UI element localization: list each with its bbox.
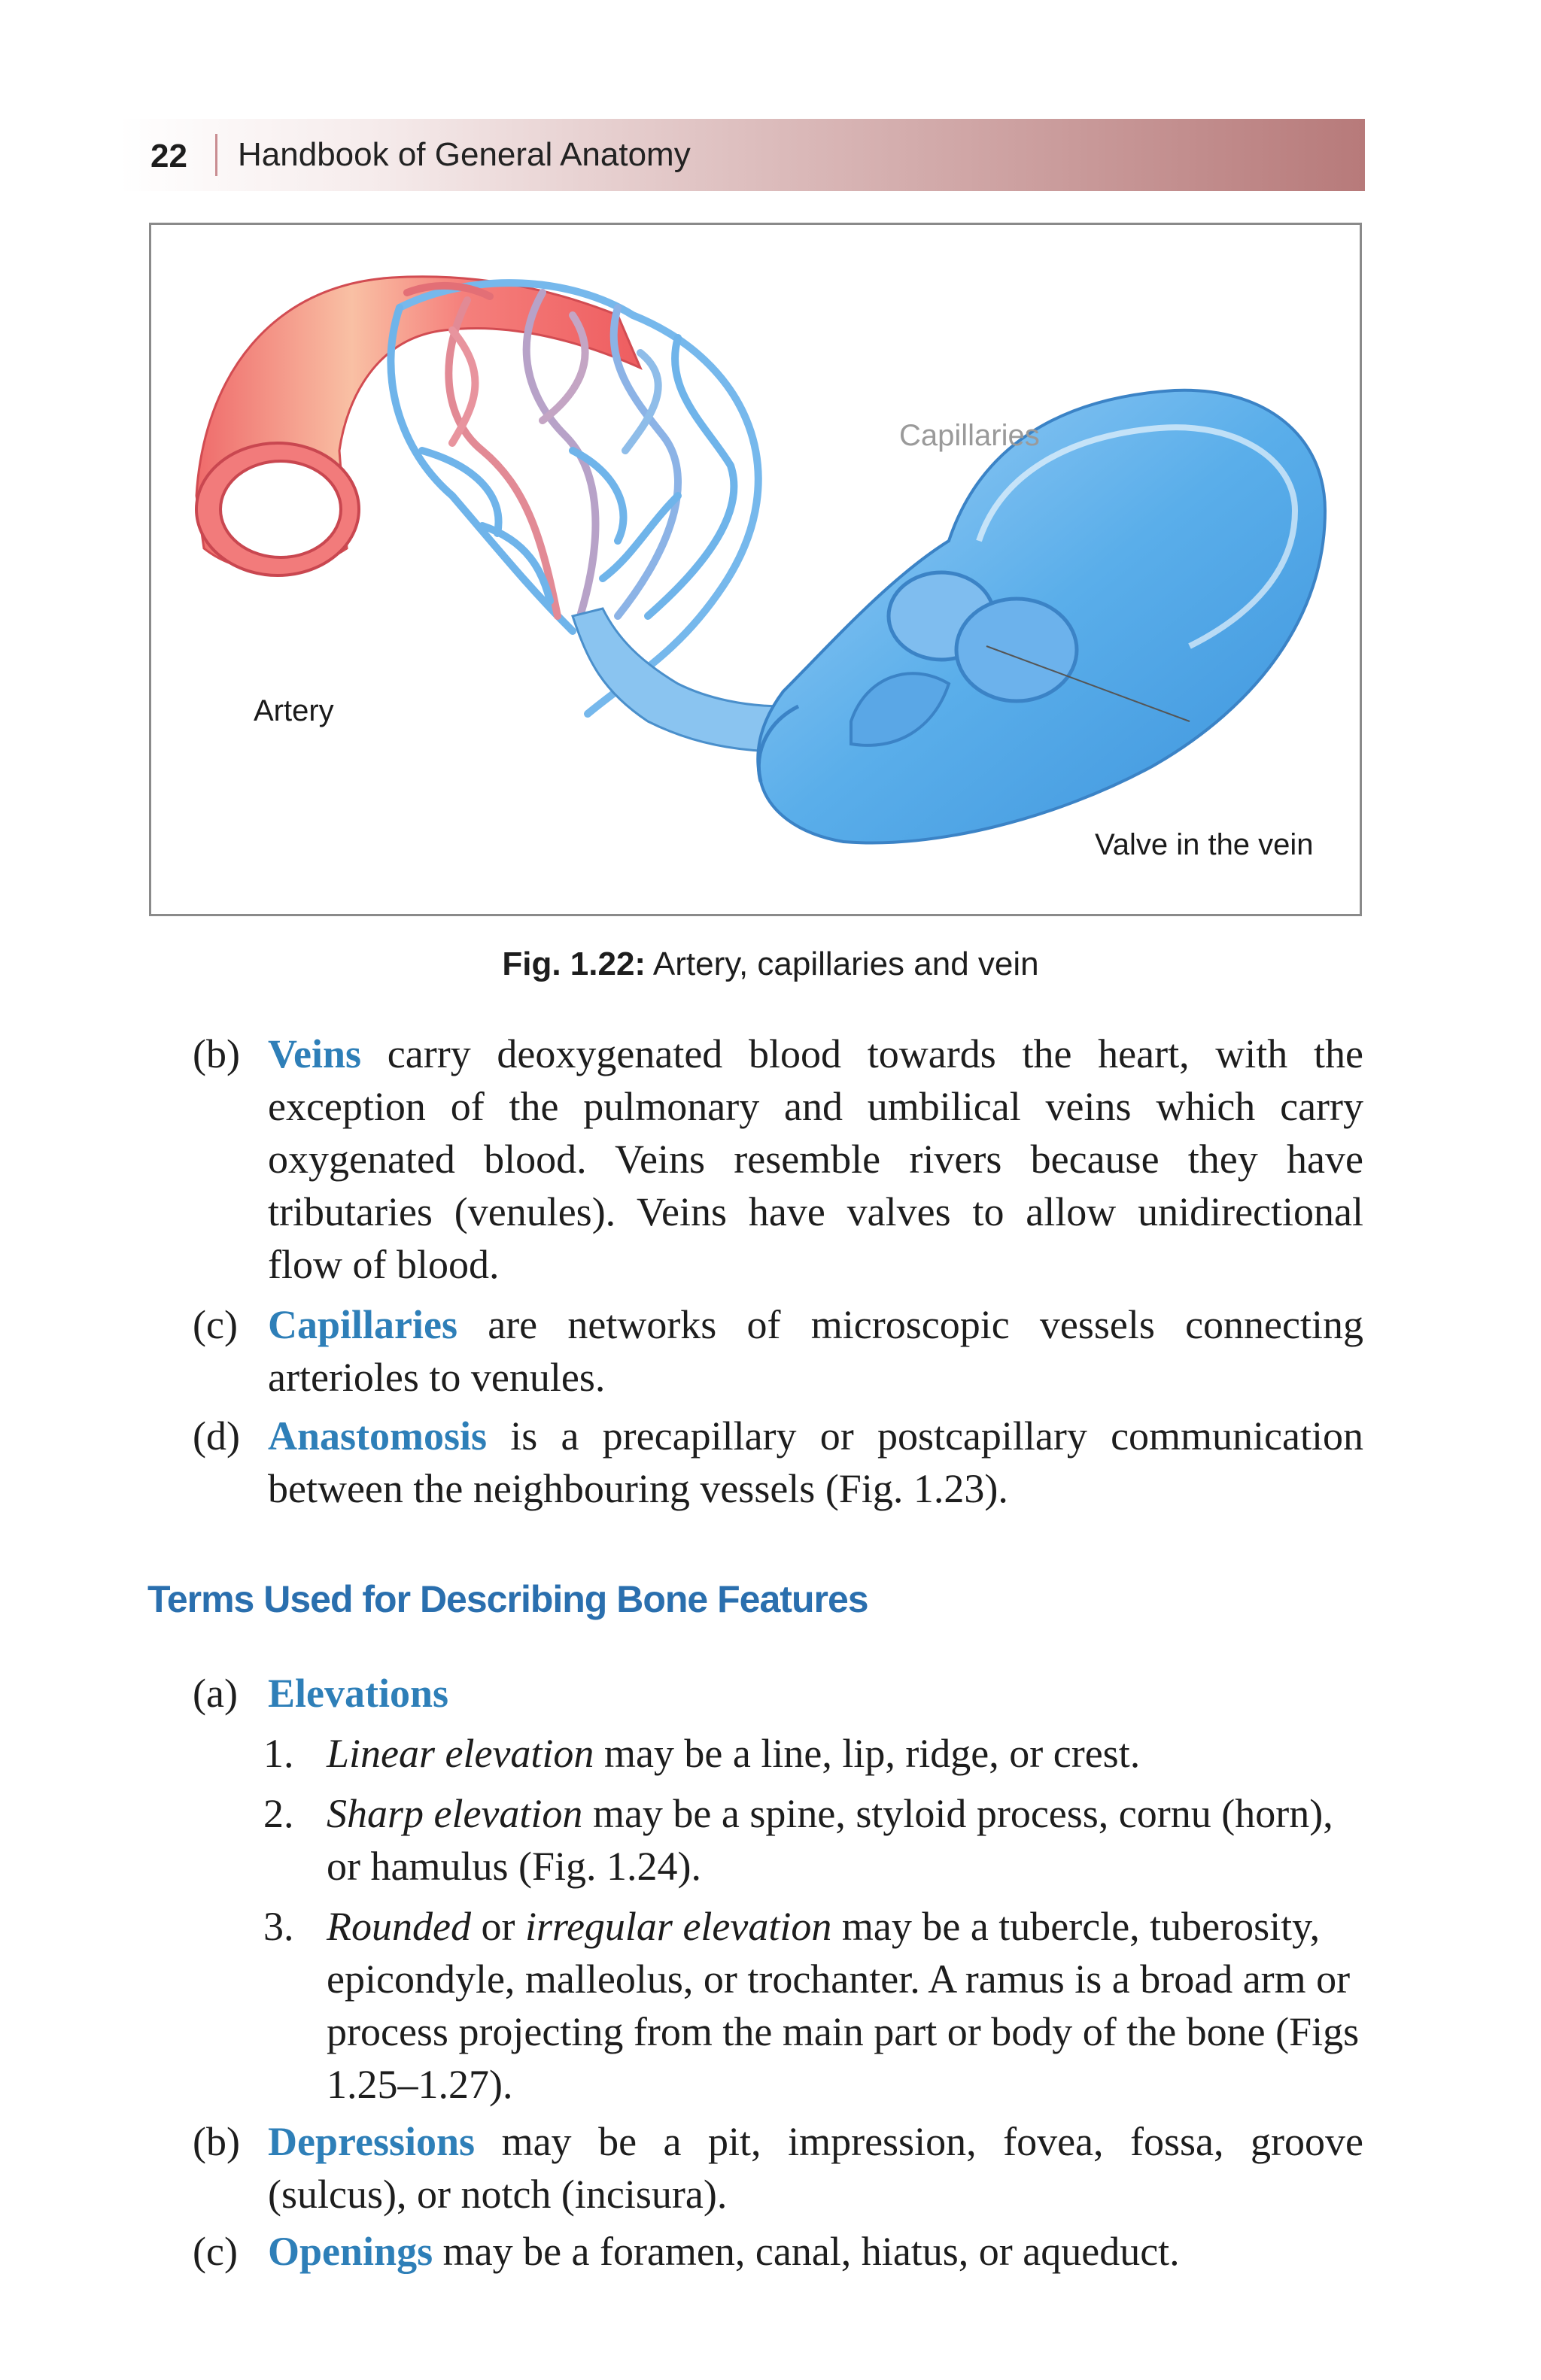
item-text: may be a spine, styloid process, cornu (horn), or hamulus (Fig. 1.24). xyxy=(327,1791,1333,1889)
item-term: Rounded xyxy=(327,1904,471,1949)
figure-frame xyxy=(149,223,1362,916)
term-openings: Openings xyxy=(268,2229,433,2274)
list-item-veins xyxy=(193,1028,1363,1291)
capillary-network xyxy=(391,283,758,714)
elevation-item-2 xyxy=(263,1787,1363,1893)
item-term: Linear elevation xyxy=(327,1731,594,1776)
list-item-elevations xyxy=(193,1667,1363,1720)
running-title: Handbook of General Anatomy xyxy=(238,136,691,173)
venule xyxy=(573,609,783,751)
list-text: may be a pit, impression, fovea, fossa, groove (sulcus), or notch (incisura). xyxy=(268,2119,1363,2217)
figure-caption xyxy=(0,943,1541,985)
artery-capillaries-vein-illustration xyxy=(151,225,1360,914)
list-text: carry deoxygenated blood towards the heart, with the exception of the pulmonary and umbilical veins which carry oxygenated blood. Veins resemble rivers because they have tributaries (venules). Veins have valves to allow unidirectional flow of blood. xyxy=(268,1031,1363,1287)
caption-number: Fig. 1.22: xyxy=(502,946,646,982)
list-marker: (a) xyxy=(193,1671,238,1716)
header-divider xyxy=(215,134,217,176)
list-text: may be a foramen, canal, hiatus, or aqueduct. xyxy=(433,2229,1180,2274)
list-marker: (b) xyxy=(193,1031,240,1076)
elevation-item-1 xyxy=(263,1727,1363,1780)
list-item-anastomosis xyxy=(193,1410,1363,1515)
item-number: 3. xyxy=(263,1904,294,1949)
list-item-openings xyxy=(193,2225,1363,2278)
capillaries-label: Capillaries xyxy=(899,419,1040,452)
term-elevations: Elevations xyxy=(268,1671,449,1716)
item-text: may be a line, lip, ridge, or crest. xyxy=(594,1731,1141,1776)
item-text: may be a tubercle, tuberosity, epicondyle, malleolus, or trochanter. A ramus is a broad arm or process projecting from the main part or body of the bone (Figs 1.25–1.27). xyxy=(327,1904,1360,2107)
caption-text: Artery, capillaries and vein xyxy=(646,946,1039,982)
item-number: 2. xyxy=(263,1791,294,1836)
term-anastomosis: Anastomosis xyxy=(268,1413,488,1459)
list-marker: (d) xyxy=(193,1413,240,1459)
item-middle: or xyxy=(470,1904,525,1949)
term-depressions: Depressions xyxy=(268,2119,476,2164)
valve-label: Valve in the vein xyxy=(1095,828,1314,861)
item-term: Sharp elevation xyxy=(327,1791,583,1836)
list-item-capillaries xyxy=(193,1298,1363,1404)
artery-label: Artery xyxy=(254,694,334,727)
list-marker: (b) xyxy=(193,2119,240,2164)
vein-shape xyxy=(758,390,1325,843)
list-marker: (c) xyxy=(193,2229,238,2274)
list-item-depressions xyxy=(193,2115,1363,2221)
list-text: are networks of microscopic vessels connecting arterioles to venules. xyxy=(268,1302,1363,1400)
list-marker: (c) xyxy=(193,1302,238,1347)
item-number: 1. xyxy=(263,1731,294,1776)
term-capillaries: Capillaries xyxy=(268,1302,457,1347)
elevation-item-3 xyxy=(263,1900,1363,2111)
item-term-2: irregular elevation xyxy=(524,1904,832,1949)
page-number: 22 xyxy=(150,138,187,175)
term-veins: Veins xyxy=(268,1031,362,1076)
section-heading: Terms Used for Describing Bone Features xyxy=(147,1578,868,1620)
list-text: is a precapillary or postcapillary communication between the neighbouring vessels (Fig. 1.23). xyxy=(268,1413,1363,1511)
